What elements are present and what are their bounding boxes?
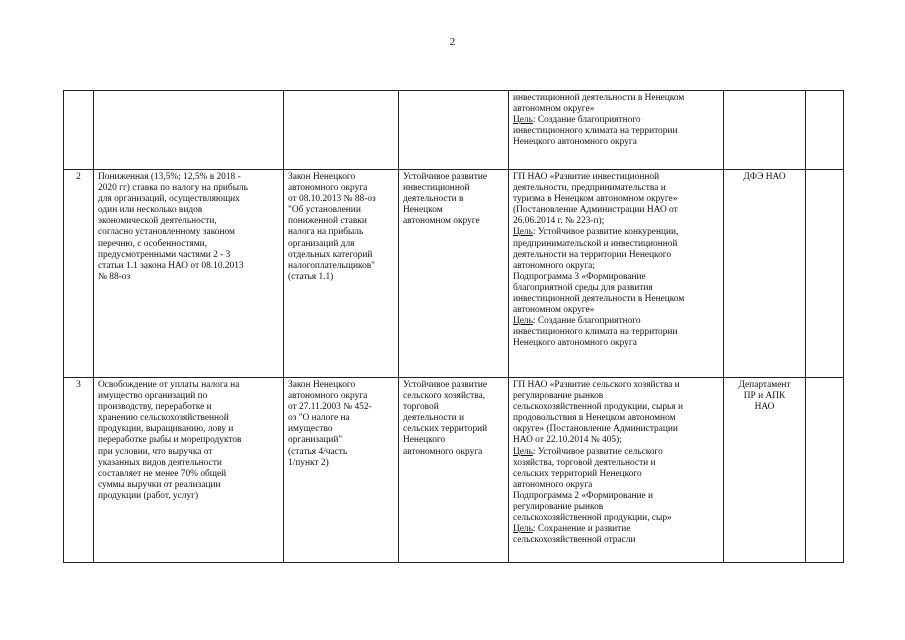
law-text-line: "Об установлении — [288, 205, 361, 216]
row-number-cell — [64, 170, 94, 378]
benefit-text-line: согласно установленному законом — [98, 227, 235, 238]
goal-text-line: деятельности и — [403, 413, 465, 424]
law-text-line: автономного округа — [288, 391, 368, 402]
goal-text-line: торговой — [403, 402, 439, 413]
responsible-cell — [724, 91, 806, 170]
program-text-line — [513, 115, 719, 126]
program-text: сельскохозяйственной продукции, сырья и — [513, 402, 683, 413]
program-text-line — [513, 250, 719, 261]
law-text-line: налогоплательщиков" — [288, 260, 376, 271]
program-text: : Сохранение и развитие — [532, 524, 631, 535]
goal-text-line: Устойчивое развитие — [403, 380, 488, 390]
program-text: регулирование рынков — [513, 502, 604, 513]
goal-label: Цель — [513, 316, 533, 327]
program-text-line — [513, 380, 719, 391]
benefit-cell — [94, 170, 284, 378]
program-text-line — [513, 435, 719, 446]
law-cell — [284, 378, 399, 563]
program-text: автономном округе» — [513, 305, 595, 316]
program-text-line — [513, 227, 719, 238]
program-text-line — [513, 194, 719, 205]
goal-cell — [399, 91, 509, 170]
goal-text-line: инвестиционной — [403, 183, 470, 194]
extra-cell — [806, 378, 844, 563]
program-text: (Постановление Администрации НАО от — [513, 205, 678, 216]
program-text: инвестиционного климата на территории — [513, 126, 678, 137]
program-text: туризма в Ненецком автономном округе» — [513, 194, 678, 205]
program-text: инвестиционной деятельности в Ненецком — [513, 294, 685, 305]
responsible-text-line: НАО — [754, 402, 775, 413]
benefit-text-line: хранению сельскохозяйственной — [98, 413, 229, 424]
program-text: округе» (Постановление Администрации — [513, 424, 678, 435]
program-text-line — [513, 424, 719, 435]
program-text-line — [513, 469, 719, 480]
program-text-line — [513, 338, 719, 349]
goal-label: Цель — [513, 115, 533, 126]
program-text: ГП НАО «Развитие сельского хозяйства и — [513, 380, 680, 390]
benefit-text-line: составляет не менее 70% общей — [98, 468, 227, 479]
program-text: 26.06.2014 г. № 223-п); — [513, 216, 605, 227]
program-text: ГП НАО «Развитие инвестиционной — [513, 172, 660, 182]
benefit-text-line: для организаций, осуществляющих — [98, 194, 240, 205]
goal-cell — [399, 378, 509, 563]
program-text: НАО от 22.10.2014 № 405); — [513, 435, 622, 446]
page-number: 2 — [449, 36, 456, 48]
law-text-line: имущество — [288, 424, 333, 435]
program-text: Ненецкого автономного округа — [513, 338, 637, 349]
program-text-line — [513, 172, 719, 183]
program-text-line — [513, 458, 719, 469]
benefit-text-line: переработке рыбы и морепродуктов — [98, 435, 242, 446]
benefit-text-line: 2020 гг) ставка по налогу на прибыль — [98, 183, 248, 194]
row-number: 3 — [76, 380, 81, 390]
program-cell — [509, 91, 724, 170]
program-cell — [509, 170, 724, 378]
law-text-line: налога на прибыль — [288, 227, 364, 238]
goal-label: Цель — [513, 446, 533, 457]
law-text-line: (статья 4/часть — [288, 446, 348, 457]
program-text: : Создание благоприятного — [532, 316, 641, 327]
program-text-line — [513, 480, 719, 491]
program-cell — [509, 378, 724, 563]
program-text-line — [513, 137, 719, 148]
program-text-line — [513, 294, 719, 305]
program-text-line — [513, 327, 719, 338]
law-text-line: пониженной ставки — [288, 216, 367, 227]
law-text-line: организаций" — [288, 435, 343, 446]
program-text: Ненецкого автономного округа — [513, 137, 637, 148]
benefit-text-line: предусмотренными частями 2 - 3 — [98, 249, 231, 260]
benefit-text-line: перечню, с особенностями, — [98, 238, 207, 249]
benefit-text-line: указанных видов деятельности — [98, 457, 222, 468]
goal-text-line: деятельности в — [403, 194, 464, 205]
tax-benefits-table — [63, 90, 844, 563]
benefit-text-line: производству, переработке и — [98, 402, 212, 413]
program-text: регулирование рынков — [513, 391, 604, 402]
law-cell — [284, 170, 399, 378]
table-row — [64, 91, 844, 170]
program-text: предпринимательской и инвестиционной — [513, 238, 678, 249]
benefit-text-line: Освобождение от уплаты налога на — [98, 380, 240, 390]
law-text-line: от 27.11.2003 № 452- — [288, 402, 372, 413]
program-text-line — [513, 283, 719, 294]
program-text-line — [513, 316, 719, 327]
program-text: сельскохозяйственной продукции, сыр» — [513, 513, 672, 524]
goal-text-line: Ненецкого — [403, 435, 446, 446]
program-text-line — [513, 216, 719, 227]
program-text: деятельности, предпринимательства и — [513, 183, 666, 194]
program-text-line — [513, 104, 719, 115]
goal-cell — [399, 170, 509, 378]
extra-cell — [806, 170, 844, 378]
goal-label: Цель — [513, 524, 533, 535]
program-text-line — [513, 502, 719, 513]
responsible-cell — [724, 170, 806, 378]
program-text-line — [513, 205, 719, 216]
law-text-line: Закон Ненецкого — [288, 172, 356, 182]
benefit-text-line: Пониженная (13,5%; 12,5% в 2018 - — [98, 172, 241, 182]
program-text-line — [513, 93, 719, 104]
program-text: : Устойчивое развитие сельского — [532, 446, 663, 457]
program-text-line — [513, 447, 719, 458]
program-text: Подпрограмма 2 «Формирование и — [513, 490, 654, 501]
program-text: хозяйства, торговой деятельности и — [513, 457, 656, 468]
responsible-cell — [724, 378, 806, 563]
law-text-line: организаций для — [288, 238, 355, 249]
program-text: : Устойчивое развитие конкуренции, — [532, 227, 679, 238]
program-text-line — [513, 391, 719, 402]
program-text-line — [513, 402, 719, 413]
benefit-text-line: один или несколько видов — [98, 205, 203, 216]
benefit-text-line: продукции (работ, услуг) — [98, 490, 199, 501]
program-text-line — [513, 513, 719, 524]
program-text-line — [513, 126, 719, 137]
benefit-cell — [94, 91, 284, 170]
program-text: продовольствия в Ненецком автономном — [513, 413, 676, 424]
extra-cell — [806, 91, 844, 170]
law-text-line: (статья 1.1) — [288, 271, 334, 282]
law-text-line: отдельных категорий — [288, 249, 373, 260]
program-text-line — [513, 261, 719, 272]
program-text: : Создание благоприятного — [532, 115, 641, 126]
goal-text-line: сельского хозяйства, — [403, 391, 486, 402]
program-text: инвестиционного климата на территории — [513, 327, 678, 338]
program-text: Подпрограмма 3 «Формирование — [513, 271, 646, 282]
goal-text-line: Ненецком — [403, 205, 443, 216]
law-text-line: автономного округа — [288, 183, 368, 194]
program-text-line — [513, 413, 719, 424]
program-text: автономного округа — [513, 479, 593, 490]
benefit-cell — [94, 378, 284, 563]
program-text: автономного округа; — [513, 260, 595, 271]
table-row — [64, 378, 844, 563]
goal-text-line: автономном округе — [403, 216, 480, 227]
law-text-line: оз "О налоге на — [288, 413, 350, 424]
program-text-line — [513, 535, 719, 546]
responsible-text-line: ПР и АПК — [743, 391, 786, 402]
benefit-text-line: № 88-оз — [98, 271, 131, 282]
row-number: 2 — [76, 172, 81, 182]
benefit-text-line: продукции, выращиванию, лову и — [98, 424, 234, 435]
program-text-line — [513, 524, 719, 535]
goal-text-line: сельских территорий — [403, 424, 488, 435]
benefit-text-line: имущество организаций по — [98, 391, 208, 402]
goal-text-line: Устойчивое развитие — [403, 172, 488, 182]
goal-text-line: автономного округа — [403, 446, 483, 457]
program-text: инвестиционной деятельности в Ненецком — [513, 93, 685, 103]
row-number-cell — [64, 378, 94, 563]
responsible-text-line: ДФЭ НАО — [743, 172, 786, 182]
program-text: деятельности на территории Ненецкого — [513, 249, 672, 260]
table-row — [64, 170, 844, 378]
program-text: автономном округе» — [513, 104, 595, 115]
law-cell — [284, 91, 399, 170]
law-text-line: Закон Ненецкого — [288, 380, 356, 390]
program-text: благоприятной среды для развития — [513, 282, 653, 293]
benefit-text-line: при условии, что выручка от — [98, 446, 213, 457]
program-text-line — [513, 491, 719, 502]
program-text-line — [513, 272, 719, 283]
program-text: сельских территорий Ненецкого — [513, 468, 642, 479]
program-text: сельскохозяйственной отрасли — [513, 535, 636, 546]
responsible-text-line: Департамент — [738, 380, 791, 390]
program-text-line — [513, 239, 719, 250]
benefit-text-line: суммы выручки от реализации — [98, 479, 221, 490]
benefit-text-line: экономической деятельности, — [98, 216, 217, 227]
goal-label: Цель — [513, 227, 533, 238]
benefit-text-line: статьи 1.1 закона НАО от 08.10.2013 — [98, 260, 244, 271]
law-text-line: 1/пункт 2) — [288, 457, 329, 468]
program-text-line — [513, 305, 719, 316]
program-text-line — [513, 183, 719, 194]
row-number-cell — [64, 91, 94, 170]
law-text-line: от 08.10.2013 № 88-оз — [288, 194, 376, 205]
